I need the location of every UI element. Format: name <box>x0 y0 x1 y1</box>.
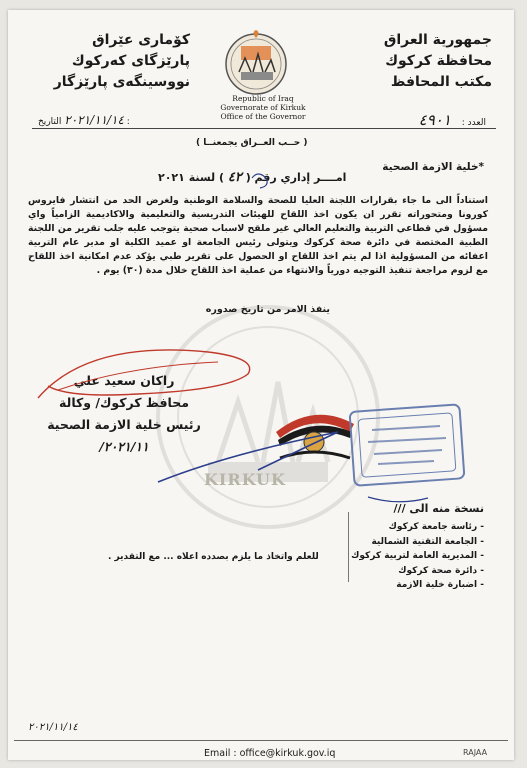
cell-title: *خلية الازمة الصحية <box>382 161 484 173</box>
header-arabic <box>384 30 492 93</box>
reference-label: العدد : <box>461 118 486 128</box>
document-page <box>8 10 514 760</box>
date-value: ٢٠٢١/١١/١٤ <box>64 113 124 127</box>
emblem-english-line: Governorate of Kirkuk <box>220 103 306 112</box>
signature-date: ٢٠٢١/١١/ <box>99 439 149 454</box>
footer-rule <box>14 740 508 741</box>
signatory-title: محافظ كركوك/ وكالة <box>59 395 189 410</box>
order-title-prefix: امــــر إداري رقم ( <box>245 171 347 184</box>
copy-recipient: - الجامعة التقنية الشمالية <box>351 535 484 550</box>
copy-recipient: - اضبارة خلية الازمة <box>351 578 484 593</box>
copies-list <box>351 520 484 593</box>
date-label: التاريخ : <box>38 117 130 127</box>
signatory-role: رئيس خلية الازمة الصحية <box>47 417 201 432</box>
header-kurdish-line: پارێزگای كەركوك <box>71 53 190 69</box>
footer-date: ٢٠٢١/١١/١٤ <box>28 722 78 733</box>
copy-recipient: - رئاسة جامعة كركوك <box>351 520 484 535</box>
header-kurdish-line: كۆماری عێراق <box>92 32 190 48</box>
enforcement-line: ينفذ الامر من تاريخ صدوره <box>205 304 330 315</box>
header-arabic-line: جمهورية العراق <box>383 32 492 48</box>
emblem-english-line: Office of the Governor <box>220 112 306 121</box>
order-title-suffix: ) لسنة ٢٠٢١ <box>158 171 225 184</box>
emblem-english-text <box>208 94 318 121</box>
official-stamp <box>348 402 468 488</box>
reference-number <box>419 111 486 129</box>
document-date <box>38 113 130 127</box>
header-kurdish-line: نووسینگەی پارێزگار <box>53 74 190 90</box>
watermark-text: KIRKUK <box>204 470 286 489</box>
header-arabic-line: محافظة كركوك <box>385 53 492 69</box>
emblem-english-line: Republic of Iraq <box>232 94 294 103</box>
copy-recipient: - المديرية العامة لتربية كركوك <box>351 549 484 564</box>
signature-block <box>34 370 214 458</box>
copy-recipient: - دائرة صحة كركوك <box>351 564 484 579</box>
order-number: ٤٢ <box>227 170 242 185</box>
header-kurdish <box>40 30 190 93</box>
kirkuk-emblem-logo <box>211 28 301 96</box>
typist-initials: RAJAA <box>463 748 488 757</box>
signatory-name: راكان سعيد علي <box>73 373 175 388</box>
header-arabic-line: مكتب المحافظ <box>390 74 492 90</box>
copies-heading: نسخة منه الى /// <box>393 502 484 515</box>
motto: ( حــب العــراق يجمعنــا ) <box>196 138 308 148</box>
order-body: استناداً الى ما جاء بقرارات اللجنة العليا للصحة والسلامة الوطنية ولغرض الحد من انتشار فايروس كورونا ومتحوراته تقرر ان يكون اخذ اللقاح للهيئات التدريسية والتعليمية والاكاديمية الزامياً واي مسؤول في قطاعي التربية والتعليم العالي غير ملقح لاسباب صحية يتوجب عليه جلب تقرير من اللجنة الطبية المختصة في دائرة صحة كركوك ويتولى رئيس الجامعة او عميد الكلية او مدير عام التربية اعفائه من المسؤولية اذا لم يتم اخذ اللقاح او الحصول على تقرير طبي يؤكد عدم امكانية اخذ اللقاح مع لزوم مراجعة تنفيذ التوجيه دورياً والانتهاء من عملية اخذ اللقاح خلال مدة (٣٠) يوم . <box>28 195 488 276</box>
footer-email: Email : office@kirkuk.gov.iq <box>204 748 336 759</box>
copies-divider <box>348 512 350 582</box>
order-title <box>158 170 346 185</box>
campaign-logo <box>270 402 358 466</box>
header-rule <box>32 128 496 129</box>
reference-value: ٤٩٠١ <box>418 111 451 129</box>
copies-note: للعلم واتخاذ ما يلزم بصدده اعلاه ... مع التقدير . <box>108 552 319 562</box>
